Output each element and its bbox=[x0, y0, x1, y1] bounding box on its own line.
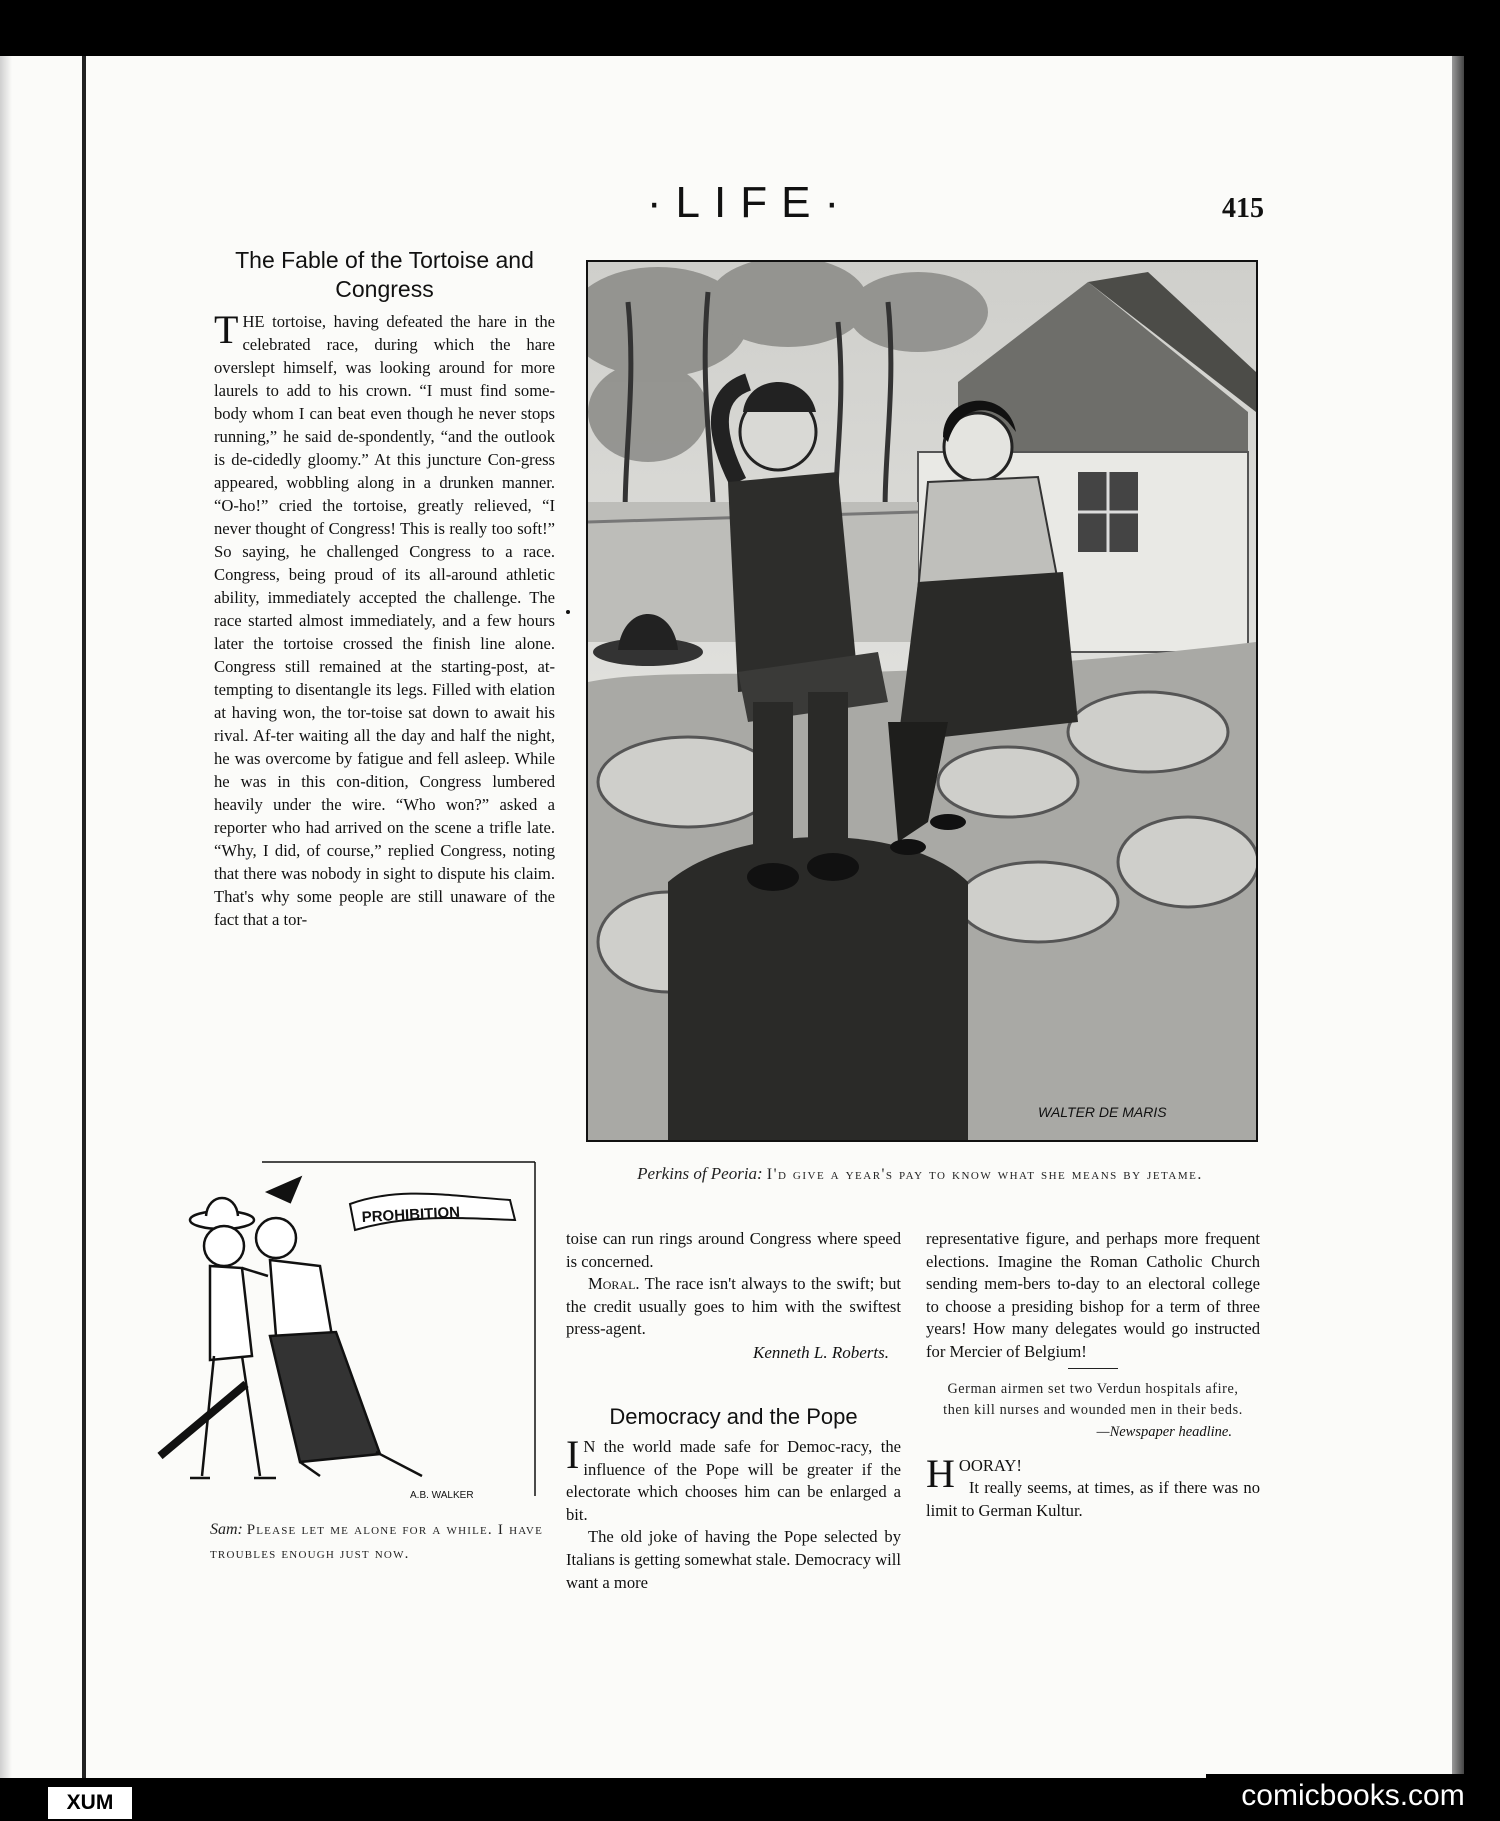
moral-text: The race isn't always to the swift; but the credit usually goes to him with the swiftest press-agent. bbox=[566, 1274, 901, 1339]
caption-text: I'd give a year's pay to know what she means by jetame. bbox=[766, 1166, 1203, 1183]
cartoon-banner-text: PROHIBITION bbox=[361, 1203, 461, 1226]
hooray-drop-cap: H bbox=[926, 1450, 955, 1496]
cartoon-signature: A.B. WALKER bbox=[410, 1490, 474, 1501]
democracy-para2: The old joke of having the Pope selected by Italians is getting somewhat stale. Democracy will want a more bbox=[566, 1527, 901, 1592]
moral-label: Moral. bbox=[588, 1274, 640, 1294]
middle-column bbox=[566, 1228, 901, 1594]
fable-drop-cap: T bbox=[214, 307, 239, 352]
illustration-signature: WALTER DE MARIS bbox=[1038, 1104, 1167, 1120]
section-divider bbox=[1068, 1368, 1118, 1369]
page-number: 415 bbox=[1222, 193, 1264, 224]
quote-attribution: —Newspaper headline. bbox=[1096, 1423, 1232, 1440]
main-illustration bbox=[586, 260, 1258, 1142]
fable-moral bbox=[566, 1273, 901, 1341]
masthead: ·LIFE· bbox=[646, 178, 854, 227]
prohibition-cartoon bbox=[150, 1156, 545, 1508]
hooray-exclaim: OORAY! bbox=[958, 1455, 1022, 1475]
right-column bbox=[926, 1228, 1260, 1522]
fable-body-text: HE tortoise, having defeated the hare in the celebrated race, during which the hare overslept himself, was looking around for more laurels to add to his crown. “I must find some-body whom I can beat even though he never stops running,” he said de-spondently, “and the outlook is de-cidedly gloomy.” At this juncture Con-gress appeared, wobbling along in a drunken manner. “O-ho!” cried the tortoise, greatly relieved, “I never thought of Congress! This is really too soft!” So saying, he challenged Congress to a race. Congress, being proud of its all-around athletic ability, immediately accepted the challenge. The race started almost immediately, and a few hours later the tortoise crossed the finish line alone. Congress still remained at the starting-post, at-tempting to disentangle its legs. Filled with elation at having won, the tor-toise sat down to await his rival. Af-ter waiting all the day and half the night, he was overcome by fatigue and fell asleep. While he was in this con-dition, Congress lumbered heavily under the wire. “Who won?” asked a reporter who had arrived on the scene a trifle late. “Why, I did, of course,” replied Congress, noting that there was nobody in sight to dispute his claim. That's why some people are still unaware of the fact that a tor- bbox=[214, 312, 555, 929]
democracy-title: Democracy and the Pope bbox=[609, 1403, 858, 1429]
soldier-and-woman-drawing bbox=[588, 262, 1256, 1140]
bullet-dot bbox=[566, 610, 570, 614]
fable-title bbox=[214, 246, 555, 304]
page-right-edge bbox=[1452, 56, 1464, 1778]
illustration-caption bbox=[586, 1162, 1254, 1186]
german-airmen-quote: German airmen set two Verdun hospitals afire, then kill nurses and wounded men in their beds. bbox=[943, 1380, 1243, 1418]
democracy-para2-continued: representative figure, and perhaps more frequent elections. Imagine the Roman Catholic Church sending mem-bers to-day to an electoral college to choose a presiding bishop for a term of three years! How many delegates would go instructed for Mercier of Belgium! bbox=[926, 1229, 1260, 1361]
cartoon-caption-text: Please let me alone for a while. I have troubles enough just now. bbox=[210, 1522, 543, 1562]
page-binding-line bbox=[82, 56, 86, 1778]
cartoon-caption bbox=[210, 1518, 543, 1566]
fable-column bbox=[214, 246, 555, 931]
democracy-para1 bbox=[566, 1431, 901, 1526]
cartoon-caption-speaker: Sam: bbox=[210, 1521, 243, 1538]
xum-tag: XUM bbox=[48, 1787, 132, 1819]
democracy-para1-text: N the world made safe for Democ-racy, the influence of the Pope will be greater if the electorate which chooses him can be enlarged a bit. bbox=[566, 1436, 901, 1524]
site-watermark: comicbooks.com bbox=[1206, 1774, 1500, 1818]
hooray-paragraph bbox=[926, 1450, 1260, 1523]
prohibition-cartoon-drawing bbox=[150, 1156, 545, 1508]
page-edge-shadow bbox=[0, 56, 12, 1778]
democracy-drop-cap: I bbox=[566, 1431, 580, 1477]
fable-title-line1: The Fable of the Tortoise and bbox=[235, 247, 534, 273]
caption-speaker: Perkins of Peoria: bbox=[637, 1164, 763, 1183]
fable-body bbox=[214, 307, 555, 931]
fable-continued: toise can run rings around Congress where speed is concerned. bbox=[566, 1229, 901, 1271]
fable-author: Kenneth L. Roberts. bbox=[753, 1342, 889, 1362]
fable-title-line2: Congress bbox=[335, 276, 434, 302]
hooray-text: It really seems, at times, as if there was no limit to German Kultur. bbox=[926, 1478, 1260, 1520]
